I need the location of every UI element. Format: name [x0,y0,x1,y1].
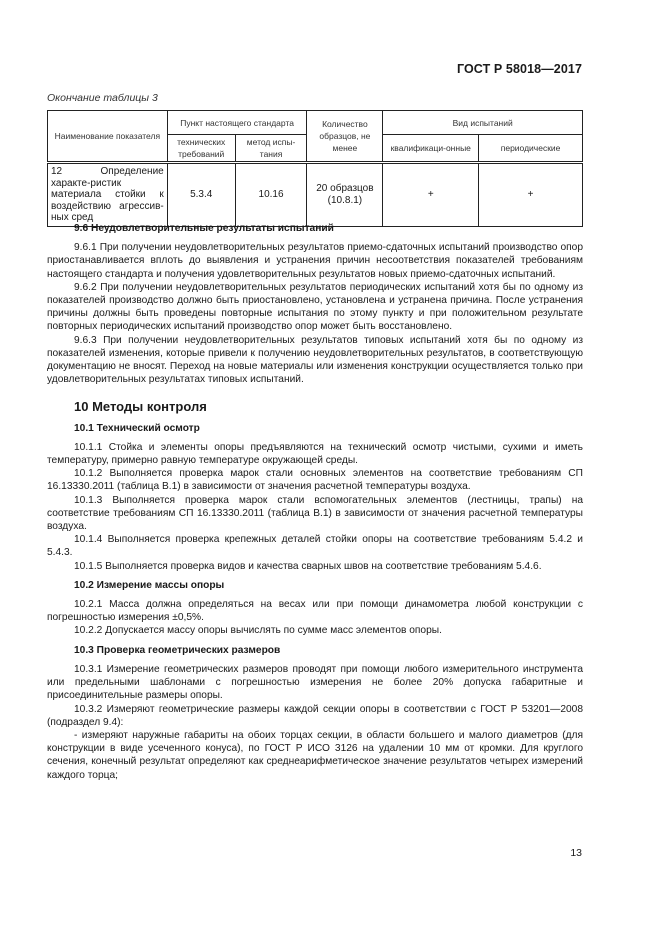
section-heading-9-6: 9.6 Неудовлетворительные результаты испытаний [74,223,334,234]
tests-table [47,110,583,227]
header-clause-group: Пункт настоящего стандарта [167,111,307,135]
paragraph-10-1-4: 10.1.4 Выполняется проверка крепежных деталей стойки опоры на соответствие требованиям 5.4.2 и 5.4.3. [47,534,583,559]
header-qualification: квалификаци-онные [383,135,479,163]
document-code: ГОСТ Р 58018—2017 [456,62,582,76]
section-heading-10-1: 10.1 Технический осмотр [74,422,200,434]
cell-sample-count: 20 образцов (10.8.1) [307,163,383,227]
paragraph-9-6-1: 9.6.1 При получении неудовлетворительных результатов приемо-сдаточных испытаний производство опор приостанавливается вплоть до выявления и устранения причин несоответствия показателей требованиям настоящего стандарта и получения удовлетворительных результатов новых приемо-сдаточных испытаний. [47,242,583,280]
header-periodic: периодические [479,135,583,163]
paragraph-10-3-1: 10.3.1 Измерение геометрических размеров проводят при помощи любого измерительного инструмента или предельными шаблонами с погрешностью измерения не более 20% допуска габаритные и присоединительные размеры опоры. [47,663,583,702]
cell-qualification: + [383,163,479,227]
paragraph-9-6-3: 9.6.3 При получении неудовлетворительных результатов типовых испытаний хотя бы по одному из показателей изменения, которые привели к получению неудовлетворительных результатов, в соответствующую документацию не вносят. Переход на новые материалы или изменения конструкции осуществляется только при удовлетворительных результатах типовых испытаний. [47,334,583,386]
table-caption: Окончание таблицы 3 [47,92,158,104]
table-row [48,163,583,227]
header-sample-count: Количество образцов, не менее [307,111,383,163]
page-number: 13 [570,847,582,859]
paragraph-10-3-2: 10.3.2 Измеряют геометрические размеры каждой секции опоры в соответствии с ГОСТ Р 53201—2008 (подраздел 9.4): [47,703,583,728]
paragraph-9-6-2: 9.6.2 При получении неудовлетворительных результатов периодических испытаний хотя бы по одному из показателей производство должно быть приостановлено, установлена и устранена причина. После устранения причины должны быть проведены повторные испытания по этому пункту и при положительном результате повторных периодических испытаний производство опор может быть восстановлено. [47,281,583,333]
cell-tech-req: 5.3.4 [167,163,235,227]
header-name: Наименование показателя [48,111,168,163]
paragraph-10-2-2: 10.2.2 Допускается массу опоры вычислять по сумме масс элементов опоры. [74,625,442,637]
cell-name: 12 Определение характе-ристик материала стойки к воздействию агрессив-ных сред [48,163,168,227]
section-heading-10-3: 10.3 Проверка геометрических размеров [74,644,281,656]
paragraph-10-3-2-item: - измеряют наружные габариты на обоих торцах секции, в области большего и малого диаметров (для конструкции в виде усеченного конуса), по ГОСТ Р ИСО 3126 на удалении 10 мм от кромки. Для круглого сечения, конечный результат определяют как среднеарифметическое значение результатов четырех измерений каждого торца; [47,729,583,781]
paragraph-10-2-1: 10.2.1 Масса должна определяться на весах или при помощи динамометра любой конструкции с погрешностью измерения ±0,5%. [47,599,583,624]
document-body [47,222,583,782]
header-tech-req: технических требований [167,135,235,163]
paragraph-10-1-1: 10.1.1 Стойка и элементы опоры предъявляются на технический осмотр чистыми, сухими и иметь температуру, примерно равную температуре окружающей среды. [47,441,583,467]
cell-periodic: + [479,163,583,227]
header-test-method: метод испы-тания [235,135,307,163]
section-heading-10: 10 Методы контроля [74,399,207,415]
paragraph-10-1-2: 10.1.2 Выполняется проверка марок стали основных элементов на соответствие требованиям СП 16.13330.2011 (таблица В.1) в зависимости от значения расчетной температуры воздуха. [47,468,583,493]
paragraph-10-1-5: 10.1.5 Выполняется проверка видов и качества сварных швов на соответствие требованиям 5.4.6. [74,560,542,572]
header-test-type-group: Вид испытаний [383,111,583,135]
cell-test-method: 10.16 [235,163,307,227]
section-heading-10-2: 10.2 Измерение массы опоры [74,579,225,591]
paragraph-10-1-3: 10.1.3 Выполняется проверка марок стали вспомогательных элементов (лестницы, трапы) на соответствие требованиям СП 16.13330.2011 (таблица В.1) в зависимости от значения расчетной температуры воздуха. [47,494,583,533]
